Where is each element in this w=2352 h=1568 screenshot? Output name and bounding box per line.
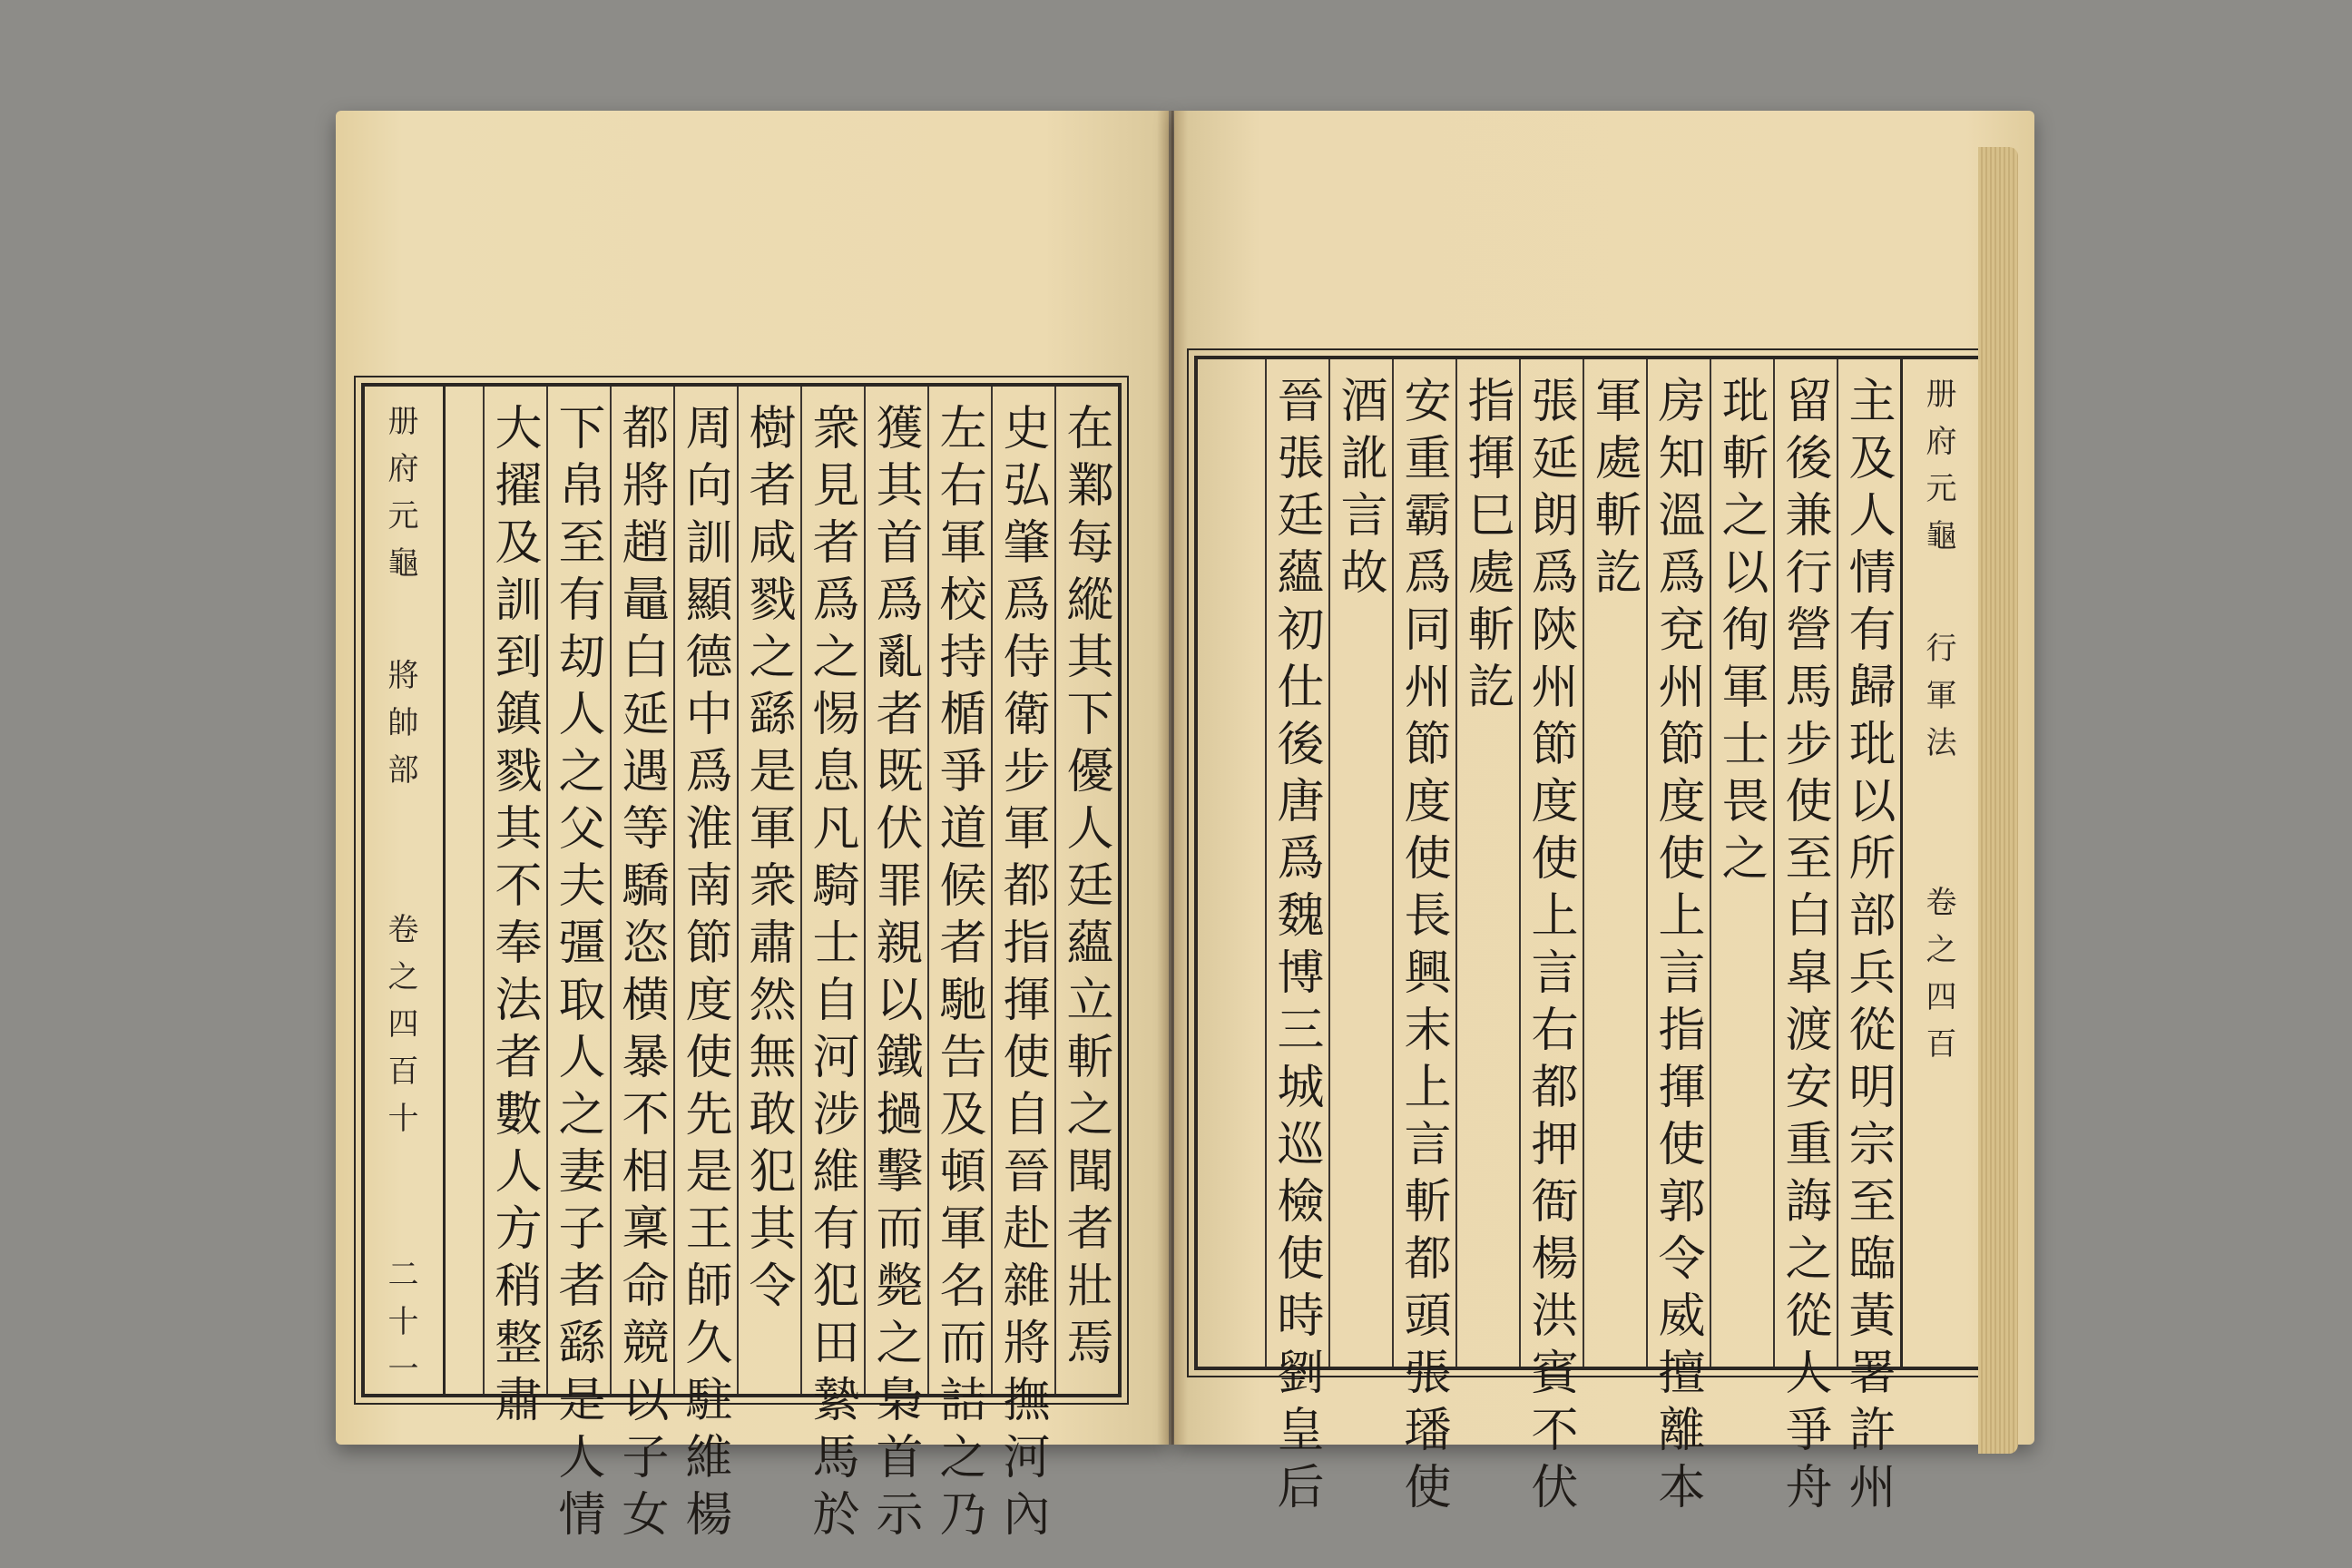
margin-book-title: 册府元龜 bbox=[382, 405, 418, 593]
text-column bbox=[800, 387, 866, 1546]
left-text-frame bbox=[361, 383, 1122, 1546]
left-page bbox=[336, 111, 1169, 1546]
right_page-margin-column bbox=[1900, 359, 1981, 1367]
text-column bbox=[1265, 359, 1330, 1519]
text-column bbox=[483, 387, 548, 1432]
page-stack-edge bbox=[1978, 147, 2018, 1454]
column-text: 指揮巳處斬訖 bbox=[1459, 376, 1514, 719]
column-text: 獲其首爲亂者既伏罪親以鐵撾擊而斃之梟首示 bbox=[867, 403, 922, 1546]
margin-section-title: 將帥部 bbox=[382, 659, 418, 800]
text-column bbox=[991, 387, 1056, 1546]
column-text: 都將趙鼂白延遇等驕恣横暴不相稟命競以子女 bbox=[613, 403, 668, 1546]
text-column bbox=[1583, 359, 1648, 1367]
column-text: 大擢及訓到鎮戮其不奉法者數人方稍整肅 bbox=[486, 403, 541, 1432]
text-column bbox=[1773, 359, 1838, 1519]
column-text: 軍處斬訖 bbox=[1586, 376, 1641, 604]
text-column bbox=[1710, 359, 1775, 1367]
text-column bbox=[864, 387, 929, 1546]
text-column bbox=[1646, 359, 1711, 1519]
text-column bbox=[673, 387, 739, 1546]
text-column bbox=[927, 387, 993, 1546]
column-text: 玭斬之以徇軍士畏之 bbox=[1713, 376, 1768, 890]
column-text: 史弘肇爲侍衛步軍都指揮使自晉赴雜將撫河內 bbox=[995, 403, 1049, 1546]
column-text: 周向訓顯德中爲淮南節度使先是王師久駐維楊 bbox=[677, 403, 731, 1546]
margin-volume-number: 卷之四百十 bbox=[382, 913, 418, 1149]
column-text: 樹者咸戮之繇是軍衆肅然無敢犯其令 bbox=[740, 403, 795, 1318]
open-book bbox=[336, 91, 2078, 1546]
column-text: 晉張廷蘊初仕後唐爲魏博三城巡檢使時劉皇后 bbox=[1269, 376, 1323, 1519]
margin-section-title: 行軍法 bbox=[1920, 632, 1956, 773]
column-text: 衆見者爲之惕息凡騎士自河涉維有犯田縶馬於 bbox=[804, 403, 858, 1546]
column-text: 安重霸爲同州節度使長興末上言斬都頭張璠使 bbox=[1396, 376, 1450, 1519]
text-column bbox=[1519, 359, 1584, 1519]
right-text-frame bbox=[1194, 356, 1982, 1519]
column-text: 在鄴每縱其下優人廷蘊立斬之聞者壯焉 bbox=[1058, 403, 1112, 1375]
margin-volume-number: 卷之四百 bbox=[1920, 886, 1956, 1074]
text-column bbox=[1455, 359, 1521, 1367]
text-column bbox=[546, 387, 612, 1546]
text-column bbox=[1837, 359, 1902, 1519]
column-text: 左右軍校持楯爭道候者馳告及頓軍名而詰之乃 bbox=[931, 403, 985, 1546]
column-text: 房知溫爲兗州節度使上言指揮使郭令威擅離本 bbox=[1650, 376, 1704, 1519]
text-column bbox=[1328, 359, 1394, 1367]
left_page-margin-column bbox=[365, 387, 446, 1399]
margin-page-number: 二十一 bbox=[382, 1258, 418, 1399]
right-page bbox=[1174, 111, 2034, 1519]
column-text: 酒訛言故 bbox=[1332, 376, 1387, 604]
text-column bbox=[1392, 359, 1457, 1519]
text-column bbox=[1054, 387, 1120, 1394]
book-gutter bbox=[1157, 111, 1188, 1445]
text-column bbox=[737, 387, 802, 1394]
column-text: 留後兼行營馬步使至白皐渡安重誨之從人爭舟 bbox=[1777, 376, 1831, 1519]
column-text: 主及人情有歸玭以所部兵從明宗至臨黃署許州 bbox=[1840, 376, 1895, 1519]
column-text: 張延朗爲陝州節度使上言右都押衙楊洪賓不伏 bbox=[1523, 376, 1577, 1519]
text-column bbox=[610, 387, 675, 1546]
margin-book-title: 册府元龜 bbox=[1920, 377, 1956, 566]
column-text: 下帛至有刧人之父夫彊取人之妻子者繇是人情 bbox=[550, 403, 604, 1546]
